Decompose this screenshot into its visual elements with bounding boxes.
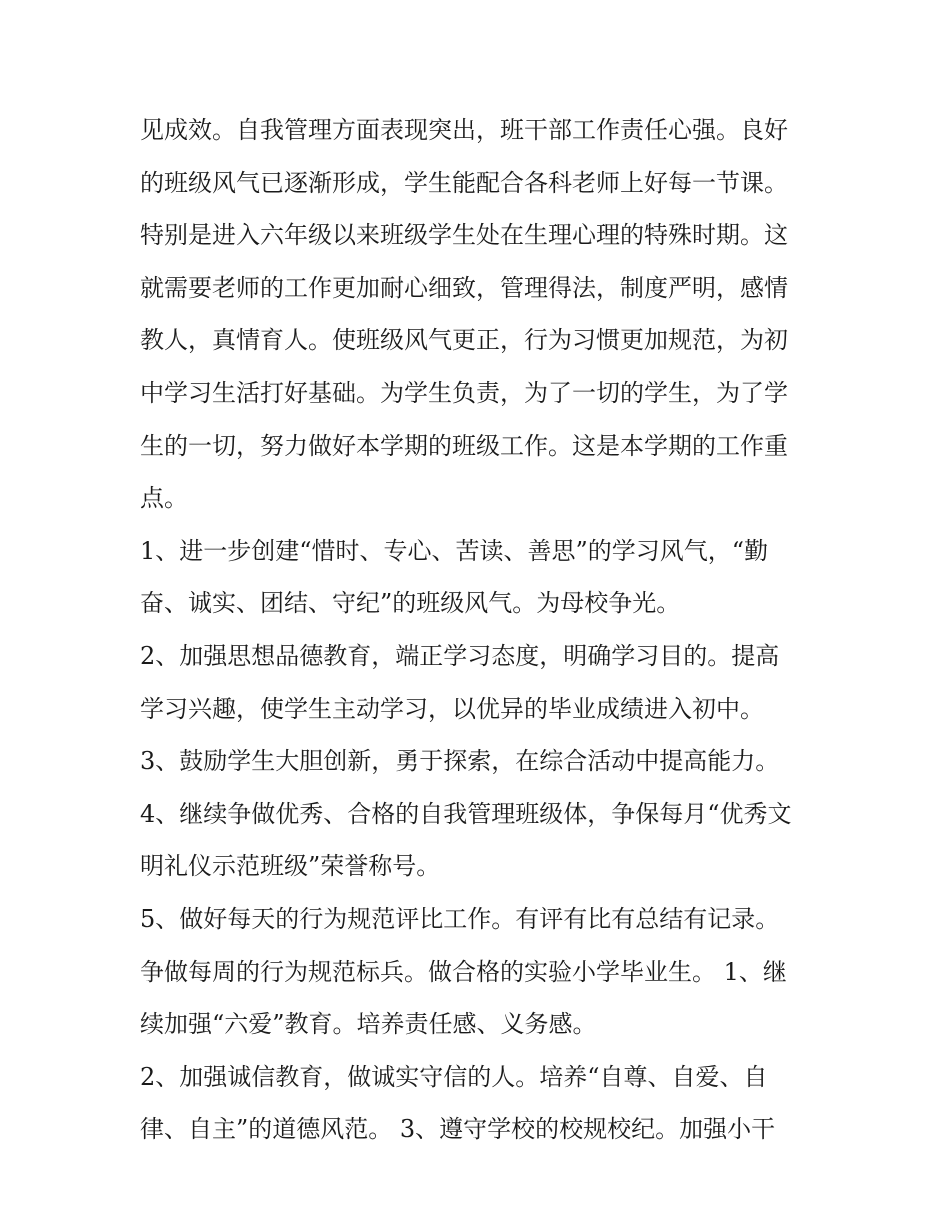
list-item-line: 2、加强诚信教育，做诚实守信的人。培养“自尊、自爱、自 — [140, 1062, 768, 1091]
text-line: 生的一切，努力做好本学期的班级工作。这是本学期的工作重 — [140, 431, 788, 460]
list-item-line: 3、鼓励学生大胆创新，勇于探索，在综合活动中提高能力。 — [140, 747, 780, 776]
list-item-line: 学习兴趣，使学生主动学习，以优异的毕业成绩进入初中。 — [140, 694, 764, 723]
list-item-line: 争做每周的行为规范标兵。做合格的实验小学毕业生。 1、继 — [140, 957, 787, 986]
list-item-line: 明礼仪示范班级”荣誉称号。 — [140, 852, 441, 881]
list-item-line: 奋、诚实、团结、守纪”的班级风气。为母校争光。 — [140, 589, 681, 618]
text-line: 的班级风气已逐渐形成，学生能配合各科老师上好每一节课。 — [140, 168, 788, 197]
list-item-line: 律、自主”的道德风范。 3、遵守学校的校规校纪。加强小干 — [140, 1115, 776, 1144]
list-item-line: 2、加强思想品德教育，端正学习态度，明确学习目的。提高 — [140, 641, 780, 670]
text-line: 见成效。自我管理方面表现突出，班干部工作责任心强。良好 — [140, 116, 788, 144]
text-line: 教人，真情育人。使班级风气更正，行为习惯更加规范，为初 — [140, 326, 788, 355]
document-body — [140, 104, 830, 1156]
list-item-line: 续加强“六爱”教育。培养责任感、义务感。 — [140, 1010, 597, 1039]
list-item-line: 5、做好每天的行为规范评比工作。有评有比有总结有记录。 — [140, 904, 780, 933]
list-item-line: 4、继续争做优秀、合格的自我管理班级体，争保每月“优秀文 — [140, 799, 792, 828]
list-item-line: 1、进一步创建“惜时、专心、苦读、善思”的学习风气，“勤 — [140, 536, 769, 565]
text-line: 特别是进入六年级以来班级学生处在生理心理的特殊时期。这 — [140, 221, 788, 250]
text-line: 中学习生活打好基础。为学生负责，为了一切的学生，为了学 — [140, 378, 788, 407]
text-line: 点。 — [140, 484, 188, 513]
text-line: 就需要老师的工作更加耐心细致，管理得法，制度严明，感情 — [140, 273, 788, 302]
